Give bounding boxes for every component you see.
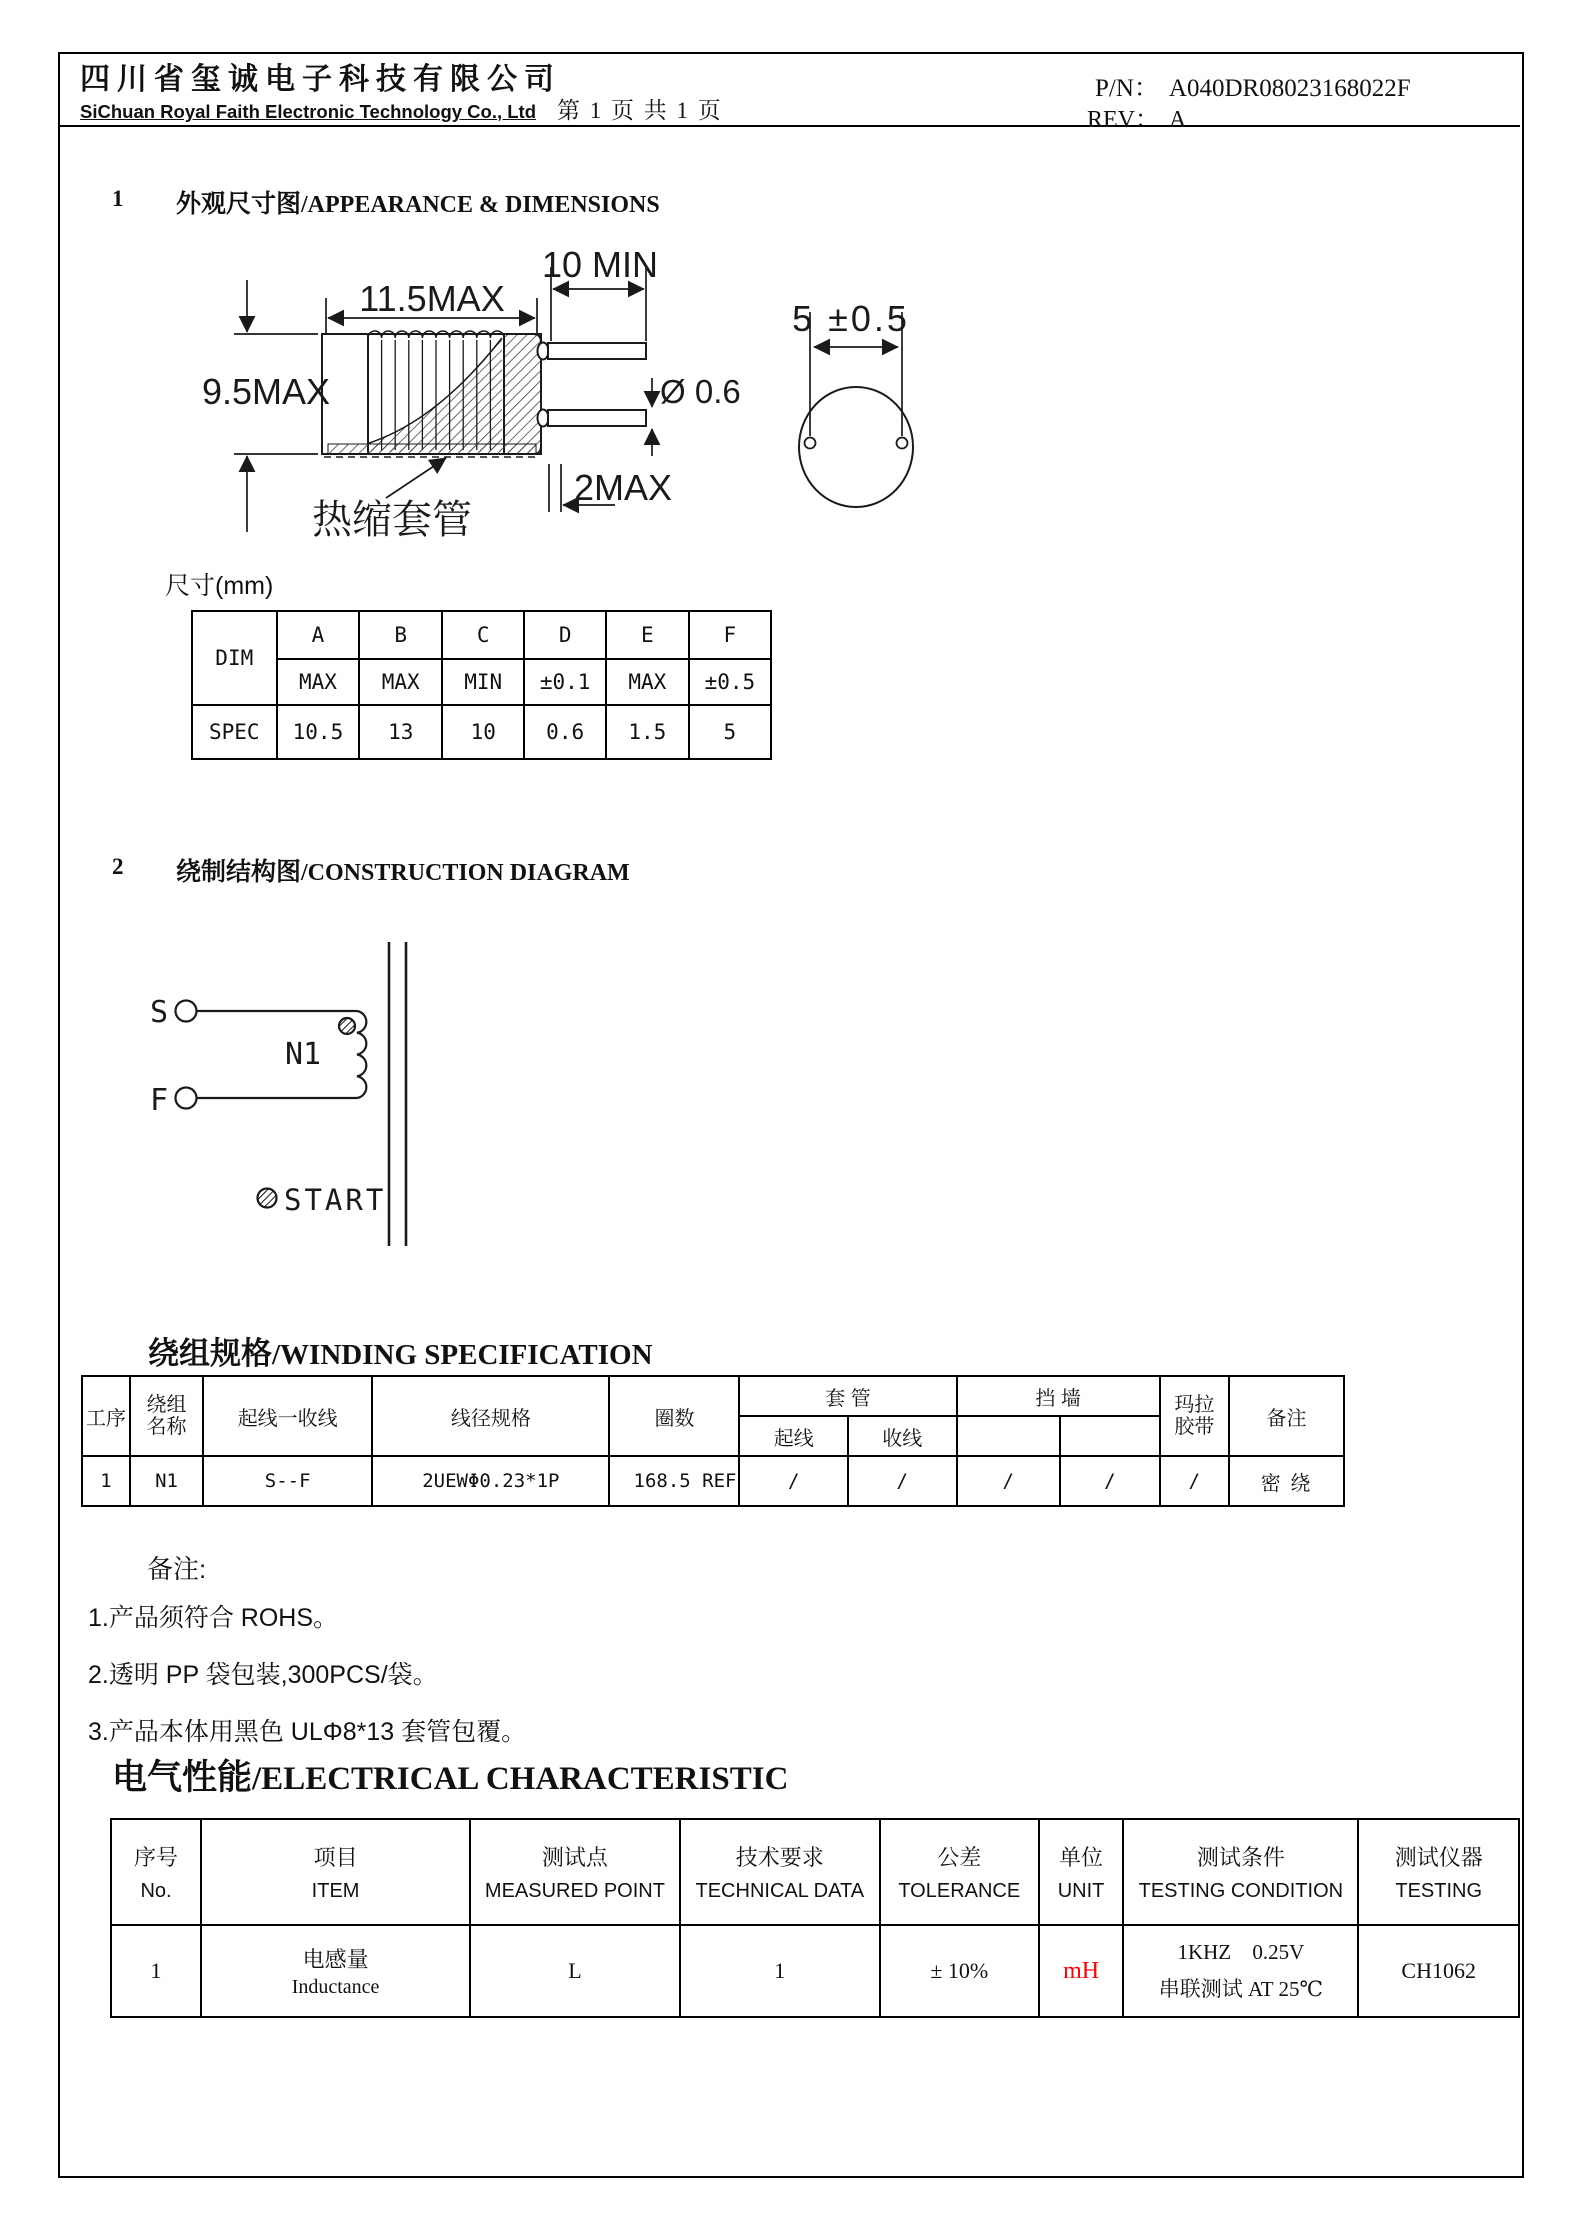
winding-spec-title [148, 1328, 653, 1373]
col-winding-name: 绕组 名称 [130, 1376, 203, 1456]
dim-spec-value: 10 [442, 705, 524, 759]
cell-process: 1 [82, 1456, 130, 1506]
terminal-f [176, 1088, 197, 1109]
col-start-end: 起线一收线 [203, 1376, 372, 1456]
col-sleeve-end: 收线 [848, 1416, 957, 1456]
terminal-hole-left [805, 438, 816, 449]
winding-spec-table [81, 1375, 1345, 1507]
dim-spec-value: 10.5 [277, 705, 360, 759]
pn-label: P/N： [1095, 75, 1159, 102]
note-item: 1.产品须符合 ROHS。 [88, 1604, 339, 1632]
cell-turns: 168.5 REF [609, 1456, 739, 1506]
col-sleeve-group: 套 管 [739, 1376, 956, 1416]
col-wall-1 [957, 1416, 1060, 1456]
rev-value: A [1169, 107, 1187, 133]
lead-joint-bottom [538, 410, 549, 427]
col-tolerance: 公差 TOLERANCE [880, 1819, 1039, 1925]
note-item: 3.产品本体用黑色 ULΦ8*13 套管包覆。 [88, 1718, 527, 1746]
page-number: 第 1 页 共 1 页 [557, 98, 723, 123]
section2-title [176, 852, 630, 888]
cell-wire-spec: 2UEWΦ0.23*1P [372, 1456, 609, 1506]
cell-wall-2: / [1060, 1456, 1160, 1506]
dim-lead-label: 10 MIN [541, 245, 659, 285]
cell-measured-point: L [470, 1925, 680, 2017]
dim-table-caption: 尺寸(mm) [165, 572, 274, 600]
winding-title-cn: 绕组规格 [148, 1336, 272, 1371]
dim-pitch-label: 5 ±0.5 [792, 298, 910, 339]
dim-letter: F [689, 611, 771, 659]
dim-spec-value: 1.5 [606, 705, 689, 759]
col-sleeve-start: 起线 [739, 1416, 848, 1456]
dim-spec-label: SPEC [192, 705, 277, 759]
dimension-table [191, 610, 772, 760]
col-measured-point: 测试点 MEASURED POINT [470, 1819, 680, 1925]
col-testing-equip: 测试仪器 TESTING [1358, 1819, 1519, 1925]
end-view [799, 387, 913, 507]
dim-height-label: 9.5MAX [201, 371, 330, 412]
dim-tolerance: ±0.1 [524, 659, 606, 705]
company-name-en: SiChuan Royal Faith Electronic Technology Co., Ltd [80, 101, 537, 122]
start-legend-label: START [284, 1183, 387, 1217]
inductor-body [322, 331, 646, 457]
cell-sleeve-start: / [739, 1456, 848, 1506]
dim-corner-cell: DIM [192, 611, 277, 705]
col-wall-2 [1060, 1416, 1160, 1456]
rev-label: REV： [1087, 107, 1159, 133]
section1-title [176, 184, 660, 220]
notes-title: 备注: [147, 1554, 207, 1584]
winding-row [82, 1456, 1344, 1506]
cell-tape: / [1160, 1456, 1229, 1506]
col-turns: 圈数 [609, 1376, 739, 1456]
col-wall-group: 挡 墙 [957, 1376, 1160, 1416]
cell-remark: 密 绕 [1229, 1456, 1344, 1506]
cell-winding-name: N1 [130, 1456, 203, 1506]
electrical-title [112, 1750, 788, 1800]
col-no: 序号 No. [111, 1819, 201, 1925]
cell-technical-data: 1 [680, 1925, 880, 2017]
dim-tolerance: MAX [277, 659, 360, 705]
section2-number: 2 [112, 854, 124, 879]
lead-joint-top [538, 343, 549, 360]
dim-diameter-label: Ø 0.6 [660, 373, 741, 410]
dim-letter: D [524, 611, 606, 659]
section1-title-cn: 外观尺寸图 [176, 190, 302, 218]
dim-spec-value: 13 [359, 705, 442, 759]
dim-spec-value: 0.6 [524, 705, 606, 759]
appearance-drawing [140, 245, 960, 560]
col-unit: 单位 UNIT [1039, 1819, 1123, 1925]
dim-letter: B [359, 611, 442, 659]
winding-start-dot [339, 1018, 355, 1034]
terminal-hole-right [897, 438, 908, 449]
lead-wire-top [548, 343, 646, 359]
col-mylar-tape: 玛拉 胶带 [1160, 1376, 1229, 1456]
winding-coil [357, 1011, 366, 1098]
start-legend-dot [258, 1189, 277, 1208]
dim-tolerance: MAX [359, 659, 442, 705]
section2-title-cn: 绕制结构图 [176, 858, 302, 886]
winding-title-en: /WINDING SPECIFICATION [272, 1339, 653, 1371]
col-testing-condition: 测试条件 TESTING CONDITION [1123, 1819, 1358, 1925]
col-wire-spec: 线径规格 [372, 1376, 609, 1456]
electrical-row [111, 1925, 1519, 2017]
cell-tolerance: ± 10% [880, 1925, 1039, 2017]
cell-unit: mH [1039, 1925, 1123, 2017]
winding-n1-label: N1 [284, 1037, 322, 1072]
col-remark: 备注 [1229, 1376, 1344, 1456]
section1-number: 1 [112, 186, 124, 211]
col-process: 工序 [82, 1376, 130, 1456]
electrical-table [110, 1818, 1520, 2018]
section1-title-en: /APPEARANCE & DIMENSIONS [301, 192, 660, 218]
cell-testing-equip: CH1062 [1358, 1925, 1519, 2017]
cell-no: 1 [111, 1925, 201, 2017]
note-item: 2.透明 PP 袋包装,300PCS/袋。 [88, 1661, 438, 1689]
dim-spec-value: 5 [689, 705, 771, 759]
dim-tolerance: MAX [606, 659, 689, 705]
sleeve-leader-arrow [386, 458, 446, 498]
cell-testing-condition: 1KHZ 0.25V 串联测试 AT 25℃ [1123, 1925, 1358, 2017]
dim-width-label: 11.5MAX [359, 278, 505, 319]
construction-diagram [110, 935, 430, 1265]
dim-tolerance: ±0.5 [689, 659, 771, 705]
electrical-title-en: /ELECTRICAL CHARACTERISTIC [252, 1761, 789, 1797]
cell-sleeve-end: / [848, 1456, 957, 1506]
cell-start-end: S--F [203, 1456, 372, 1506]
dim-letter: C [442, 611, 524, 659]
dim-standoff-label: 2MAX [574, 467, 673, 508]
terminal-s-label: S [149, 995, 168, 1030]
electrical-title-cn: 电气性能 [112, 1758, 253, 1797]
dim-letter: E [606, 611, 689, 659]
revision-line [1087, 99, 1186, 134]
terminal-s [176, 1001, 197, 1022]
sleeve-label: 热缩套管 [312, 498, 472, 542]
header-divider [60, 125, 1520, 127]
pn-value: A040DR08023168022F [1168, 75, 1411, 102]
dim-tolerance: MIN [442, 659, 524, 705]
col-technical-data: 技术要求 TECHNICAL DATA [680, 1819, 880, 1925]
col-item: 项目 ITEM [201, 1819, 470, 1925]
cell-wall-1: / [957, 1456, 1060, 1506]
terminal-f-label: F [149, 1083, 168, 1118]
cell-item: 电感量 Inductance [201, 1925, 470, 2017]
section2-title-en: /CONSTRUCTION DIAGRAM [301, 860, 630, 886]
company-name-cn: 四川省玺诚电子科技有限公司 [80, 63, 561, 96]
dim-letter: A [277, 611, 360, 659]
lead-wire-bottom [548, 410, 646, 426]
